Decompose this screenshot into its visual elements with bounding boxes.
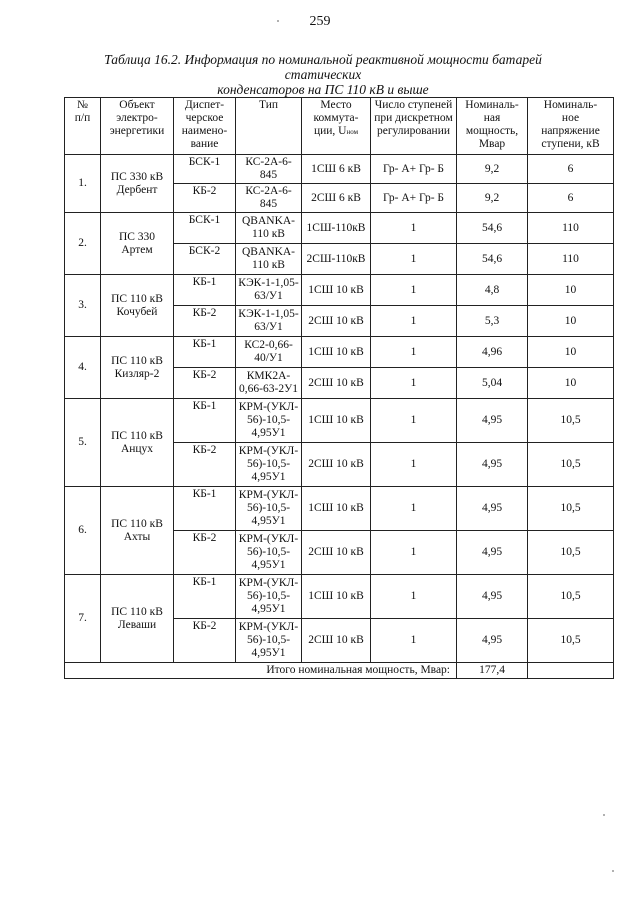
place-cell: 1СШ-110кВ <box>302 213 371 244</box>
steps-cell: 1 <box>371 575 457 619</box>
power-cell: 4,95 <box>457 487 528 531</box>
type-cell: КРМ-(УКЛ- 56)-10,5- 4,95У1 <box>236 531 302 575</box>
header-row <box>65 98 614 155</box>
header-text: Объект электро- энергетики <box>109 99 165 137</box>
header-rated-power <box>457 98 528 155</box>
header-text: Номиналь- ная мощность, Мвар <box>465 99 519 150</box>
voltage-cell: 10,5 <box>528 487 614 531</box>
type-cell: КС2-0,66- 40/У1 <box>236 337 302 368</box>
place-cell: 2СШ 10 кВ <box>302 368 371 399</box>
power-cell: 4,96 <box>457 337 528 368</box>
caption-line-1: Таблица 16.2. Информация по номинальной реактивной мощности батарей статических <box>104 52 542 82</box>
voltage-cell: 10 <box>528 337 614 368</box>
steps-cell: 1 <box>371 244 457 275</box>
power-cell: 4,95 <box>457 531 528 575</box>
power-cell: 4,95 <box>457 619 528 663</box>
header-text: № п/п <box>74 99 91 124</box>
object-cell: ПС 330 Артем <box>101 213 174 275</box>
type-cell: КРМ-(УКЛ- 56)-10,5- 4,95У1 <box>236 443 302 487</box>
table-row <box>65 337 614 368</box>
steps-cell: 1 <box>371 275 457 306</box>
dispatch-name-cell: КБ-2 <box>174 531 236 575</box>
total-row <box>65 663 614 679</box>
place-cell: 2СШ 6 кВ <box>302 184 371 213</box>
dispatch-name-cell: БСК-1 <box>174 213 236 244</box>
capacitor-bank-table <box>64 97 614 679</box>
table-row <box>65 575 614 619</box>
voltage-cell: 6 <box>528 184 614 213</box>
table-row <box>65 213 614 244</box>
place-cell: 1СШ 10 кВ <box>302 275 371 306</box>
row-number: 2. <box>65 213 101 275</box>
scan-speck <box>277 20 279 22</box>
steps-cell: 1 <box>371 619 457 663</box>
type-cell: КРМ-(УКЛ- 56)-10,5- 4,95У1 <box>236 619 302 663</box>
page-number: 259 <box>309 14 331 29</box>
dispatch-name-cell: БСК-1 <box>174 155 236 184</box>
object-cell: ПС 110 кВ Леваши <box>101 575 174 663</box>
type-cell: КМК2А- 0,66-63-2У1 <box>236 368 302 399</box>
voltage-cell: 10,5 <box>528 575 614 619</box>
header-text: Тип <box>258 99 279 111</box>
row-number: 3. <box>65 275 101 337</box>
voltage-cell: 10 <box>528 306 614 337</box>
caption-line-2: конденсаторов на ПС 110 кВ и выше <box>217 82 429 97</box>
header-object <box>101 98 174 155</box>
dispatch-name-cell: КБ-1 <box>174 399 236 443</box>
dispatch-name-cell: КБ-2 <box>174 184 236 213</box>
table-caption <box>78 52 568 97</box>
place-cell: 2СШ 10 кВ <box>302 443 371 487</box>
dispatch-name-cell: БСК-2 <box>174 244 236 275</box>
voltage-cell: 110 <box>528 213 614 244</box>
dispatch-name-cell: КБ-1 <box>174 275 236 306</box>
voltage-cell: 10 <box>528 275 614 306</box>
row-number: 6. <box>65 487 101 575</box>
object-cell: ПС 110 кВ Кочубей <box>101 275 174 337</box>
type-cell: КРМ-(УКЛ- 56)-10,5- 4,95У1 <box>236 575 302 619</box>
place-cell: 1СШ 10 кВ <box>302 399 371 443</box>
dispatch-name-cell: КБ-1 <box>174 337 236 368</box>
header-type <box>236 98 302 155</box>
type-cell: КРМ-(УКЛ- 56)-10,5- 4,95У1 <box>236 399 302 443</box>
steps-cell: 1 <box>371 443 457 487</box>
header-text: Диспет- черское наимено- вание <box>181 99 228 150</box>
power-cell: 5,04 <box>457 368 528 399</box>
header-place-subscript: ном <box>346 128 359 136</box>
power-cell: 9,2 <box>457 155 528 184</box>
total-value: 177,4 <box>457 663 528 679</box>
steps-cell: Гр- А+ Гр- Б <box>371 155 457 184</box>
table-row <box>65 487 614 531</box>
steps-cell: 1 <box>371 487 457 531</box>
dispatch-name-cell: КБ-2 <box>174 619 236 663</box>
place-cell: 2СШ-110кВ <box>302 244 371 275</box>
steps-cell: 1 <box>371 337 457 368</box>
voltage-cell: 10,5 <box>528 619 614 663</box>
dispatch-name-cell: КБ-2 <box>174 306 236 337</box>
table-row <box>65 155 614 184</box>
steps-cell: 1 <box>371 399 457 443</box>
power-cell: 9,2 <box>457 184 528 213</box>
place-cell: 2СШ 10 кВ <box>302 306 371 337</box>
power-cell: 54,6 <box>457 244 528 275</box>
dispatch-name-cell: КБ-1 <box>174 487 236 531</box>
place-cell: 1СШ 10 кВ <box>302 487 371 531</box>
type-cell: QBANKA- 110 кВ <box>236 213 302 244</box>
steps-cell: Гр- А+ Гр- Б <box>371 184 457 213</box>
scan-speck <box>603 814 605 816</box>
power-cell: 4,95 <box>457 575 528 619</box>
steps-cell: 1 <box>371 368 457 399</box>
header-text: Место коммута- ции, U <box>313 99 359 137</box>
steps-cell: 1 <box>371 213 457 244</box>
header-switching-place <box>302 98 371 155</box>
header-steps <box>371 98 457 155</box>
dispatch-name-cell: КБ-2 <box>174 443 236 487</box>
type-cell: КЭК-1-1,05- 63/У1 <box>236 275 302 306</box>
voltage-cell: 110 <box>528 244 614 275</box>
table-body <box>65 155 614 663</box>
type-cell: КЭК-1-1,05- 63/У1 <box>236 306 302 337</box>
header-rated-voltage <box>528 98 614 155</box>
voltage-cell: 10 <box>528 368 614 399</box>
type-cell: QBANKA- 110 кВ <box>236 244 302 275</box>
header-dispatch-name <box>174 98 236 155</box>
place-cell: 2СШ 10 кВ <box>302 531 371 575</box>
dispatch-name-cell: КБ-1 <box>174 575 236 619</box>
table-row <box>65 399 614 443</box>
object-cell: ПС 110 кВ Ахты <box>101 487 174 575</box>
power-cell: 4,95 <box>457 399 528 443</box>
type-cell: КС-2А-6-845 <box>236 184 302 213</box>
power-cell: 4,8 <box>457 275 528 306</box>
object-cell: ПС 330 кВ Дербент <box>101 155 174 213</box>
type-cell: КРМ-(УКЛ- 56)-10,5- 4,95У1 <box>236 487 302 531</box>
dispatch-name-cell: КБ-2 <box>174 368 236 399</box>
object-cell: ПС 110 кВ Кизляр-2 <box>101 337 174 399</box>
power-cell: 4,95 <box>457 443 528 487</box>
place-cell: 2СШ 10 кВ <box>302 619 371 663</box>
row-number: 4. <box>65 337 101 399</box>
place-cell: 1СШ 6 кВ <box>302 155 371 184</box>
steps-cell: 1 <box>371 531 457 575</box>
power-cell: 5,3 <box>457 306 528 337</box>
row-number: 7. <box>65 575 101 663</box>
place-cell: 1СШ 10 кВ <box>302 575 371 619</box>
voltage-cell: 10,5 <box>528 399 614 443</box>
power-cell: 54,6 <box>457 213 528 244</box>
voltage-cell: 10,5 <box>528 443 614 487</box>
voltage-cell: 6 <box>528 155 614 184</box>
total-empty-cell <box>528 663 614 679</box>
voltage-cell: 10,5 <box>528 531 614 575</box>
header-number <box>65 98 101 155</box>
header-text: Число ступеней при дискретном регулировании <box>374 99 453 137</box>
total-label: Итого номинальная мощность, Мвар: <box>65 663 457 679</box>
type-cell: КС-2А-6-845 <box>236 155 302 184</box>
object-cell: ПС 110 кВ Анцух <box>101 399 174 487</box>
table-row <box>65 275 614 306</box>
steps-cell: 1 <box>371 306 457 337</box>
place-cell: 1СШ 10 кВ <box>302 337 371 368</box>
scan-speck <box>612 870 614 872</box>
row-number: 1. <box>65 155 101 213</box>
row-number: 5. <box>65 399 101 487</box>
header-text: Номиналь- ное напряжение ступени, кВ <box>541 99 600 150</box>
